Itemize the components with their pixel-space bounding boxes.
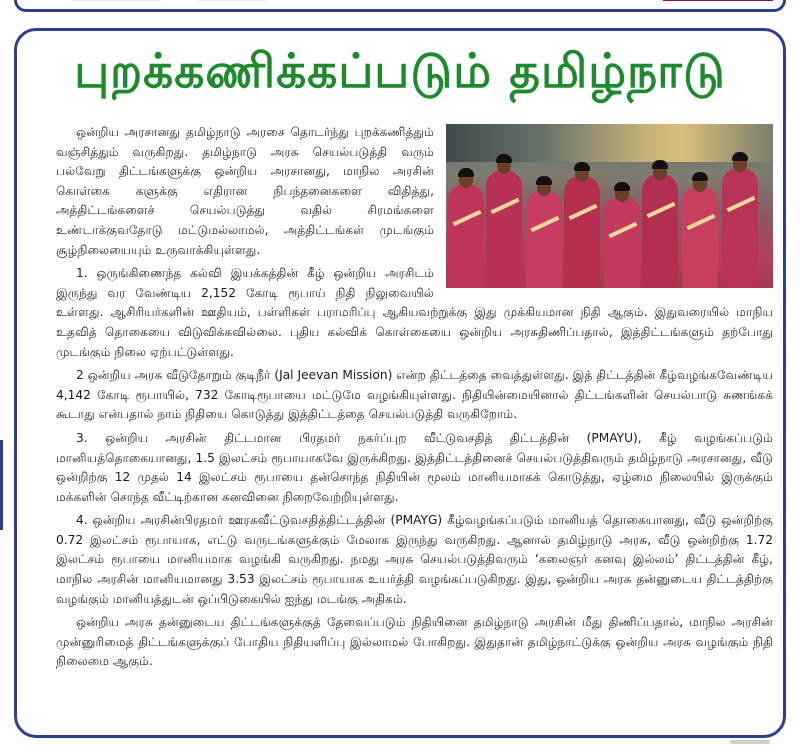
photo-figure	[448, 184, 484, 288]
photo-hair	[458, 168, 474, 177]
photo-figure	[722, 168, 758, 288]
article-title: புறக்கணிக்கப்படும் தமிழ்நாடு	[74, 44, 726, 99]
photo-figure	[604, 196, 640, 288]
point-4-paragraph: 4. ஒன்றிய அரசின்பிரதமர் ஊரகவீட்டுவசதித்திட்டத்தின் (PMAYG) கீழ்வழங்கப்படும் மானியத் தொகையானது, வீடு ஒன்றிற்கு 0.72 இலட்சம் ரூபாயாக, எட்டு வருடங்களுக்கும் மேலாக இருந்து வருகிறது. ஆனால் தமிழ்நாடு அரசு, வீடு ஒன்றிற்கு 1.72 இலட்சம் ரூபாயை மானியமாக வழங்கி வருகிறது. நமது அரசு செயல்படுத்திவரும் ‘கலைஞர் கனவு இல்லம்’ திட்டத்தின் கீழ், மாநில அரசின் மானியமானது 3.53 இலட்சம் ரூபாயாக உயர்த்தி வழங்கப்படுகிறது. இது, ஒன்றிய அரசு தன்னுடைய திட்டத்திற்கு வழங்கும் மானியத்துடன் ஒப்பிடுகையில் ஐந்து மடங்கு அதிகம்.	[56, 513, 773, 606]
conclusion-paragraph: ஒன்றிய அரசு தன்னுடைய திட்டங்களுக்குத் தேவைப்படும் நிதியினை தமிழ்நாடு அரசின் மீது திணிப்பதால், மாநில அரசின் முன்னுரிமைத் திட்டங்களுக்குப் போதிய நிதியளிப்பு இல்லாமல் போகிறது. இதுதான் தமிழ்நாட்டுக்கு ஒன்றிய அரசு வழங்கும் நிதி நிலைமை ஆகும்.	[56, 615, 773, 669]
article-body	[56, 123, 773, 672]
point-1-paragraph: 1. ஒருங்கிணைந்த கல்வி இயக்கத்தின் கீழ் ஒன்றிய அரசிடம் இருந்து வர வேண்டிய 2,152 கோடி ரூபாய் நிதி நிலுவையில் உள்ளது. ஆசிரியர்களின் ஊதியம், பள்ளிகள் பராமரிப்பு ஆகியவற்றுக்கு இது முக்கியமான நிதி ஆகும். இதுவரையில் மாநிய உதவித் தொகையை விடுவிக்கவில்லை. புதிய கல்விக் கொள்கையை ஒன்றிய அரசுதிணிப்பதால், இத்திட்டங்களும் தற்போது முடங்கும் நிலை ஏற்பட்டுள்ளது.	[56, 266, 773, 359]
intro-paragraph: ஒன்றிய அரசானது தமிழ்நாடு அரசை தொடர்ந்து புறக்கணித்தும் வஞ்சித்தும் வருகிறது. தமிழ்நாடு அரசு செயல்படுத்தி வரும் பல்வேறு திட்டங்களுக்கு ஒன்றிய அரசானது, மாநில அரசின் கொள்கை களுக்கு எதிரான நிபந்தனைகளை விதித்து, அத்திட்டங்களைச் செயல்படுத்து வதில் சிரமங்களை உண்டாக்குவதோடு மட்டுமல்லாமல், அத்திட்டங்கள் முடங்கும் சூழ்நிலையையும் உருவாக்கியுள்ளது.	[56, 125, 434, 257]
faded-text	[71, 0, 161, 1]
photo-hair	[496, 154, 512, 163]
point-2-paragraph: 2 ஒன்றிய அரசு வீடுதோறும் குடிநீர் (Jal Jeevan Mission) என்ற திட்டத்தை வைத்துள்ளது. இத் திட்டத்தின் கீழ்வழங்கவேண்டிய 4,142 கோடி ரூபாயில், 732 கோடிரூபாயை மட்டுமே வழங்கியுள்ளது. நிதியின்மையினால் திட்டங்களின் செயல்பாடு சுணங்கக் கூடாது என்பதால் நாம் நிதியை கொடுத்து இத்திட்டத்தை செயல்படுத்தி வருகிறோம்.	[56, 368, 773, 422]
faded-text	[197, 0, 267, 1]
top-strip	[0, 0, 800, 22]
photo-hair	[652, 160, 668, 169]
photo-hair	[692, 172, 708, 181]
bottom-strip	[0, 738, 800, 745]
previous-article-frame	[14, 0, 786, 12]
photo-figure	[642, 174, 678, 288]
photo-figure	[682, 186, 718, 288]
article-photo	[446, 124, 773, 288]
photo-background	[446, 124, 773, 162]
photo-hair	[536, 176, 552, 185]
next-article-hint	[730, 740, 770, 744]
photo-hair	[614, 182, 630, 191]
photo-hair	[574, 162, 590, 171]
page-edge-mark	[0, 440, 3, 530]
point-3-paragraph: 3. ஒன்றிய அரசின் திட்டமான பிரதமர் நகர்ப்புற வீட்டுவசதித் திட்டத்தின் (PMAYU), கீழ் வழங்கப்படும் மானியத்தொகையானது, 1.5 இலட்சம் ரூபாயாகவே இருக்கிறது. இத்திட்டத்தினைச் செயல்படுத்திவரும் தமிழ்நாடு அரசானது, வீடு ஒன்றிற்கு 12 முதல் 14 இலட்சம் ரூபாயை தன்சொந்த நிதியின் மூலம் மானியமாகக் கொடுத்து, ஏழ்மை நிலையில் இருக்கும் மக்களின் சொந்த வீட்டிற்கான கனவினை நிறைவேற்றியுள்ளது.	[56, 430, 773, 504]
photo-figure	[486, 170, 522, 288]
photo-hair	[732, 152, 748, 161]
photo-figure	[564, 176, 600, 288]
photo-figure	[526, 190, 562, 288]
publisher-badge	[663, 0, 773, 1]
